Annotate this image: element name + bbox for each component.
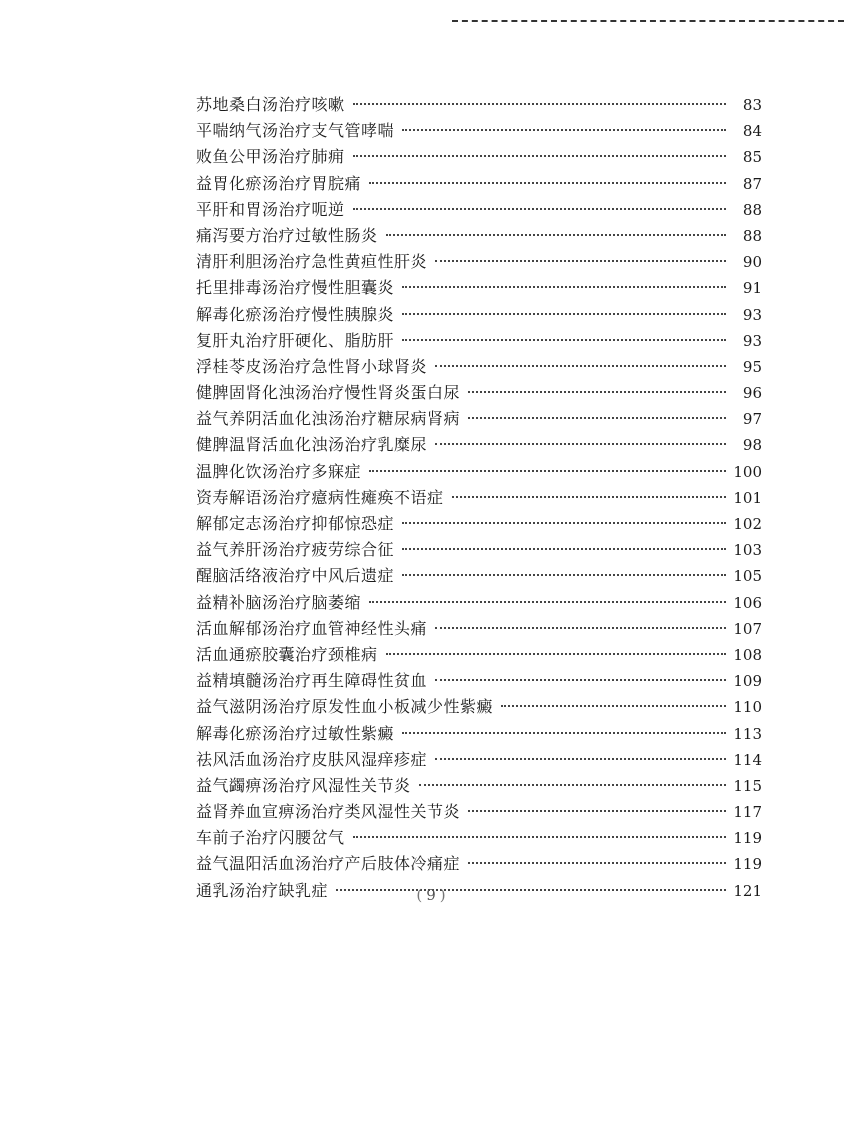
toc-dot-leader xyxy=(402,522,726,524)
toc-entry-page: 93 xyxy=(742,331,762,350)
toc-entry[interactable] xyxy=(196,616,762,642)
toc-entry[interactable] xyxy=(196,537,762,563)
toc-entry-title: 益气养肝汤治疗疲劳综合征 xyxy=(196,540,395,560)
toc-entry[interactable] xyxy=(196,302,762,328)
toc-dot-leader xyxy=(369,182,726,184)
toc-entry[interactable] xyxy=(196,406,762,432)
toc-entry-title: 平肝和胃汤治疗呃逆 xyxy=(196,199,345,219)
toc-entry-title: 益精补脑汤治疗脑萎缩 xyxy=(196,592,362,612)
toc-entry-page: 115 xyxy=(733,776,762,795)
toc-entry-title: 浮桂苓皮汤治疗急性肾小球肾炎 xyxy=(196,356,428,376)
toc-entry-page: 100 xyxy=(733,462,762,481)
toc-entry[interactable] xyxy=(196,485,762,511)
toc-dot-leader xyxy=(468,810,726,812)
toc-entry[interactable] xyxy=(196,459,762,485)
toc-entry-title: 醒脑活络液治疗中风后遗症 xyxy=(196,566,395,586)
toc-entry-page: 95 xyxy=(742,357,762,376)
toc-entry[interactable] xyxy=(196,747,762,773)
toc-entry-page: 83 xyxy=(742,96,762,114)
toc-entry-title: 车前子治疗闪腰岔气 xyxy=(196,828,345,848)
toc-entry-page: 113 xyxy=(733,724,762,743)
toc-entry-page: 90 xyxy=(742,253,762,272)
toc-entry[interactable] xyxy=(196,851,762,877)
toc-entry-page: 121 xyxy=(733,881,762,900)
toc-dot-leader xyxy=(452,496,726,498)
toc-entry-page: 85 xyxy=(742,148,762,167)
toc-entry-page: 110 xyxy=(733,698,762,717)
toc-entry-title: 解毒化瘀汤治疗慢性胰腺炎 xyxy=(196,304,395,324)
toc-dot-leader xyxy=(402,548,726,550)
toc-entry-page: 119 xyxy=(733,829,762,848)
toc-entry[interactable] xyxy=(196,354,762,380)
toc-entry-title: 痛泻要方治疗过敏性肠炎 xyxy=(196,225,378,245)
toc-dot-leader xyxy=(386,653,726,655)
toc-entry-page: 117 xyxy=(733,803,762,822)
toc-entry-title: 益胃化瘀汤治疗胃脘痛 xyxy=(196,173,362,193)
toc-entry-title: 健脾固肾化浊汤治疗慢性肾炎蛋白尿 xyxy=(196,383,461,403)
toc-dot-leader xyxy=(435,365,726,367)
toc-entry-page: 103 xyxy=(733,541,762,560)
toc-entry-title: 通乳汤治疗缺乳症 xyxy=(196,880,329,900)
toc-entry-page: 88 xyxy=(742,200,762,219)
toc-dot-leader xyxy=(468,391,726,393)
toc-entry[interactable] xyxy=(196,171,762,197)
toc-dot-leader xyxy=(402,339,726,341)
toc-entry-page: 91 xyxy=(742,279,762,298)
top-dashed-rule xyxy=(452,20,844,22)
toc-entry[interactable] xyxy=(196,773,762,799)
page-number xyxy=(0,886,866,904)
toc-entry-title: 资寿解语汤治疗癔病性瘫痪不语症 xyxy=(196,487,444,507)
toc-entry-title: 益气温阳活血汤治疗产后肢体冷痛症 xyxy=(196,854,461,874)
toc-entry[interactable] xyxy=(196,668,762,694)
toc-entry[interactable] xyxy=(196,432,762,458)
toc-entry-page: 101 xyxy=(733,488,762,507)
toc-entry-title: 活血通瘀胶囊治疗颈椎病 xyxy=(196,644,378,664)
toc-entry-title: 益精填髓汤治疗再生障碍性贫血 xyxy=(196,671,428,691)
page-number-close-bracket: ) xyxy=(439,886,450,904)
toc-dot-leader xyxy=(353,208,726,210)
toc-entry[interactable] xyxy=(196,380,762,406)
toc-dot-leader xyxy=(402,574,726,576)
toc-dot-leader xyxy=(435,627,726,629)
toc-entry-page: 119 xyxy=(733,855,762,874)
toc-entry[interactable] xyxy=(196,590,762,616)
toc-entry-page: 107 xyxy=(733,619,762,638)
toc-entry-title: 活血解郁汤治疗血管神经性头痛 xyxy=(196,618,428,638)
toc-entry-page: 102 xyxy=(733,515,762,533)
toc-entry[interactable] xyxy=(196,197,762,223)
toc-dot-leader xyxy=(353,103,726,105)
toc-entry-page: 97 xyxy=(742,410,762,429)
toc-dot-leader xyxy=(402,313,726,315)
page-number-open-bracket: ( xyxy=(416,886,427,904)
toc-dot-leader xyxy=(468,862,726,864)
toc-dot-leader xyxy=(435,260,726,262)
toc-entry-title: 益肾养血宣痹汤治疗类风湿性关节炎 xyxy=(196,802,461,822)
toc-entry[interactable] xyxy=(196,223,762,249)
toc-entry-title: 益气蠲痹汤治疗风湿性关节炎 xyxy=(196,775,411,795)
toc-dot-leader xyxy=(369,470,726,472)
toc-entry-title: 解毒化瘀汤治疗过敏性紫癜 xyxy=(196,723,395,743)
toc-entry-title: 苏地桑白汤治疗咳嗽 xyxy=(196,95,345,114)
toc-entry[interactable] xyxy=(196,511,762,537)
toc-entry-page: 109 xyxy=(733,672,762,691)
toc-entry[interactable] xyxy=(196,694,762,720)
toc-entry-page: 84 xyxy=(742,122,762,141)
page-number-value: 9 xyxy=(426,886,440,904)
toc-entry[interactable] xyxy=(196,249,762,275)
toc-entry[interactable] xyxy=(196,92,762,118)
toc-entry[interactable] xyxy=(196,275,762,301)
toc-dot-leader xyxy=(402,286,726,288)
toc-entry-page: 108 xyxy=(733,645,762,664)
toc-entry[interactable] xyxy=(196,721,762,747)
toc-entry-title: 复肝丸治疗肝硬化、脂肪肝 xyxy=(196,330,395,350)
toc-entry-page: 105 xyxy=(733,567,762,586)
toc-entry[interactable] xyxy=(196,642,762,668)
toc-dot-leader xyxy=(369,601,726,603)
toc-dot-leader xyxy=(386,234,726,236)
toc-dot-leader xyxy=(402,129,726,131)
toc-dot-leader xyxy=(435,758,726,760)
toc-entry-title: 益气滋阴汤治疗原发性血小板减少性紫癜 xyxy=(196,697,494,717)
toc-entry-title: 托里排毒汤治疗慢性胆囊炎 xyxy=(196,278,395,298)
toc-entry[interactable] xyxy=(196,328,762,354)
toc-dot-leader xyxy=(435,679,726,681)
toc-dot-leader xyxy=(419,784,726,786)
toc-dot-leader xyxy=(402,732,726,734)
toc-entry-title: 平喘纳气汤治疗支气管哮喘 xyxy=(196,121,395,141)
toc-entry-title: 益气养阴活血化浊汤治疗糖尿病肾病 xyxy=(196,409,461,429)
toc-dot-leader xyxy=(468,417,726,419)
toc-dot-leader xyxy=(353,836,726,838)
toc-entry-title: 健脾温肾活血化浊汤治疗乳糜尿 xyxy=(196,435,428,455)
toc-entry[interactable] xyxy=(196,799,762,825)
toc-entry-title: 温脾化饮汤治疗多寐症 xyxy=(196,461,362,481)
toc-entry-page: 88 xyxy=(742,226,762,245)
toc-entry-page: 114 xyxy=(733,750,762,769)
toc-entry-page: 98 xyxy=(742,436,762,455)
toc-entry-page: 106 xyxy=(733,593,762,612)
toc-entry[interactable] xyxy=(196,563,762,589)
toc-entry-page: 96 xyxy=(742,384,762,403)
toc-entry-title: 祛风活血汤治疗皮肤风湿痒疹症 xyxy=(196,749,428,769)
toc-dot-leader xyxy=(501,705,726,707)
toc-dot-leader xyxy=(435,443,726,445)
toc-entry-title: 清肝利胆汤治疗急性黄疸性肝炎 xyxy=(196,252,428,272)
toc-entry[interactable] xyxy=(196,118,762,144)
toc-entry-page: 93 xyxy=(742,305,762,324)
toc-entry-title: 解郁定志汤治疗抑郁惊恐症 xyxy=(196,514,395,533)
toc-dot-leader xyxy=(353,155,726,157)
toc-entry-page: 87 xyxy=(742,174,762,193)
toc-entry[interactable] xyxy=(196,144,762,170)
toc-entry-title: 败鱼公甲汤治疗肺痈 xyxy=(196,147,345,167)
table-of-contents xyxy=(196,92,762,904)
toc-entry[interactable] xyxy=(196,825,762,851)
